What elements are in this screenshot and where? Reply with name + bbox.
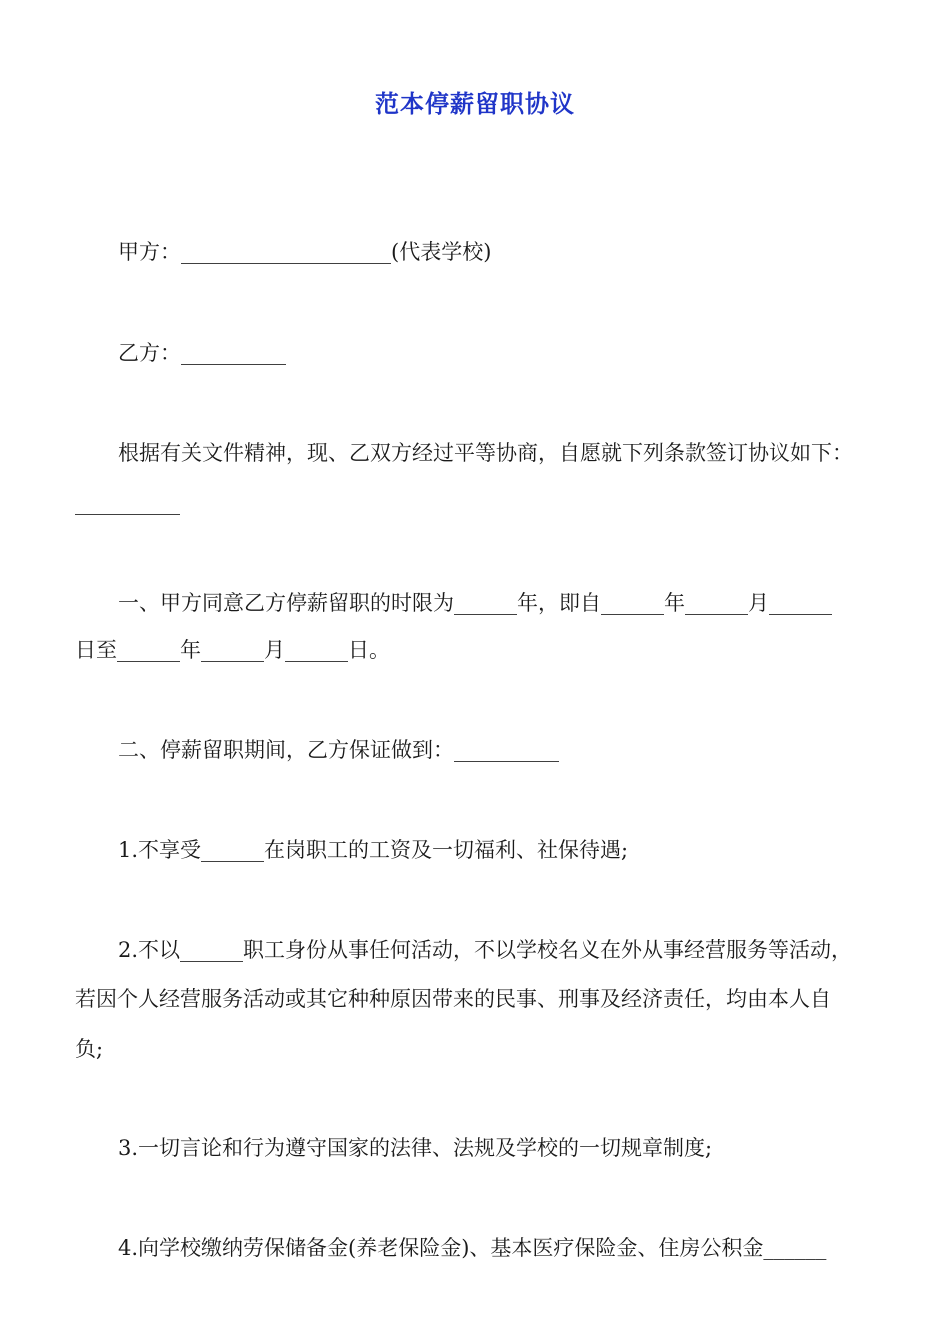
- item-1: 1.不享受______在岗职工的工资及一切福利、社保待遇;: [118, 838, 629, 862]
- item-3: 3.一切言论和行为遵守国家的法律、法规及学校的一切规章制度;: [118, 1136, 713, 1160]
- item-2-line-2: 若因个人经营服务活动或其它种种原因带来的民事、刑事及经济责任，均由本人自: [75, 987, 831, 1011]
- party-a-line: 甲方：____________________(代表学校): [118, 240, 492, 264]
- preamble-continuation: __________: [75, 491, 180, 515]
- document-title: 范本停薪留职协议: [375, 90, 575, 118]
- item-2-line-3: 负;: [75, 1037, 104, 1061]
- item-4: 4.向学校缴纳劳保储备金(养老保险金)、基本医疗保险金、住房公积金______: [118, 1236, 827, 1260]
- preamble-line: 根据有关文件精神，现、乙双方经过平等协商，自愿就下列条款签订协议如下：: [118, 441, 853, 465]
- clause-2-heading: 二、停薪留职期间，乙方保证做到：__________: [118, 738, 559, 762]
- party-b-line: 乙方：__________: [118, 341, 286, 365]
- clause-1-line-1: 一、甲方同意乙方停薪留职的时限为______年，即自______年______月______: [118, 591, 832, 615]
- item-2-line-1: 2.不以______职工身份从事任何活动，不以学校名义在外从事经营服务等活动，: [118, 938, 853, 962]
- clause-1-line-2: 日至______年______月______日。: [75, 638, 390, 662]
